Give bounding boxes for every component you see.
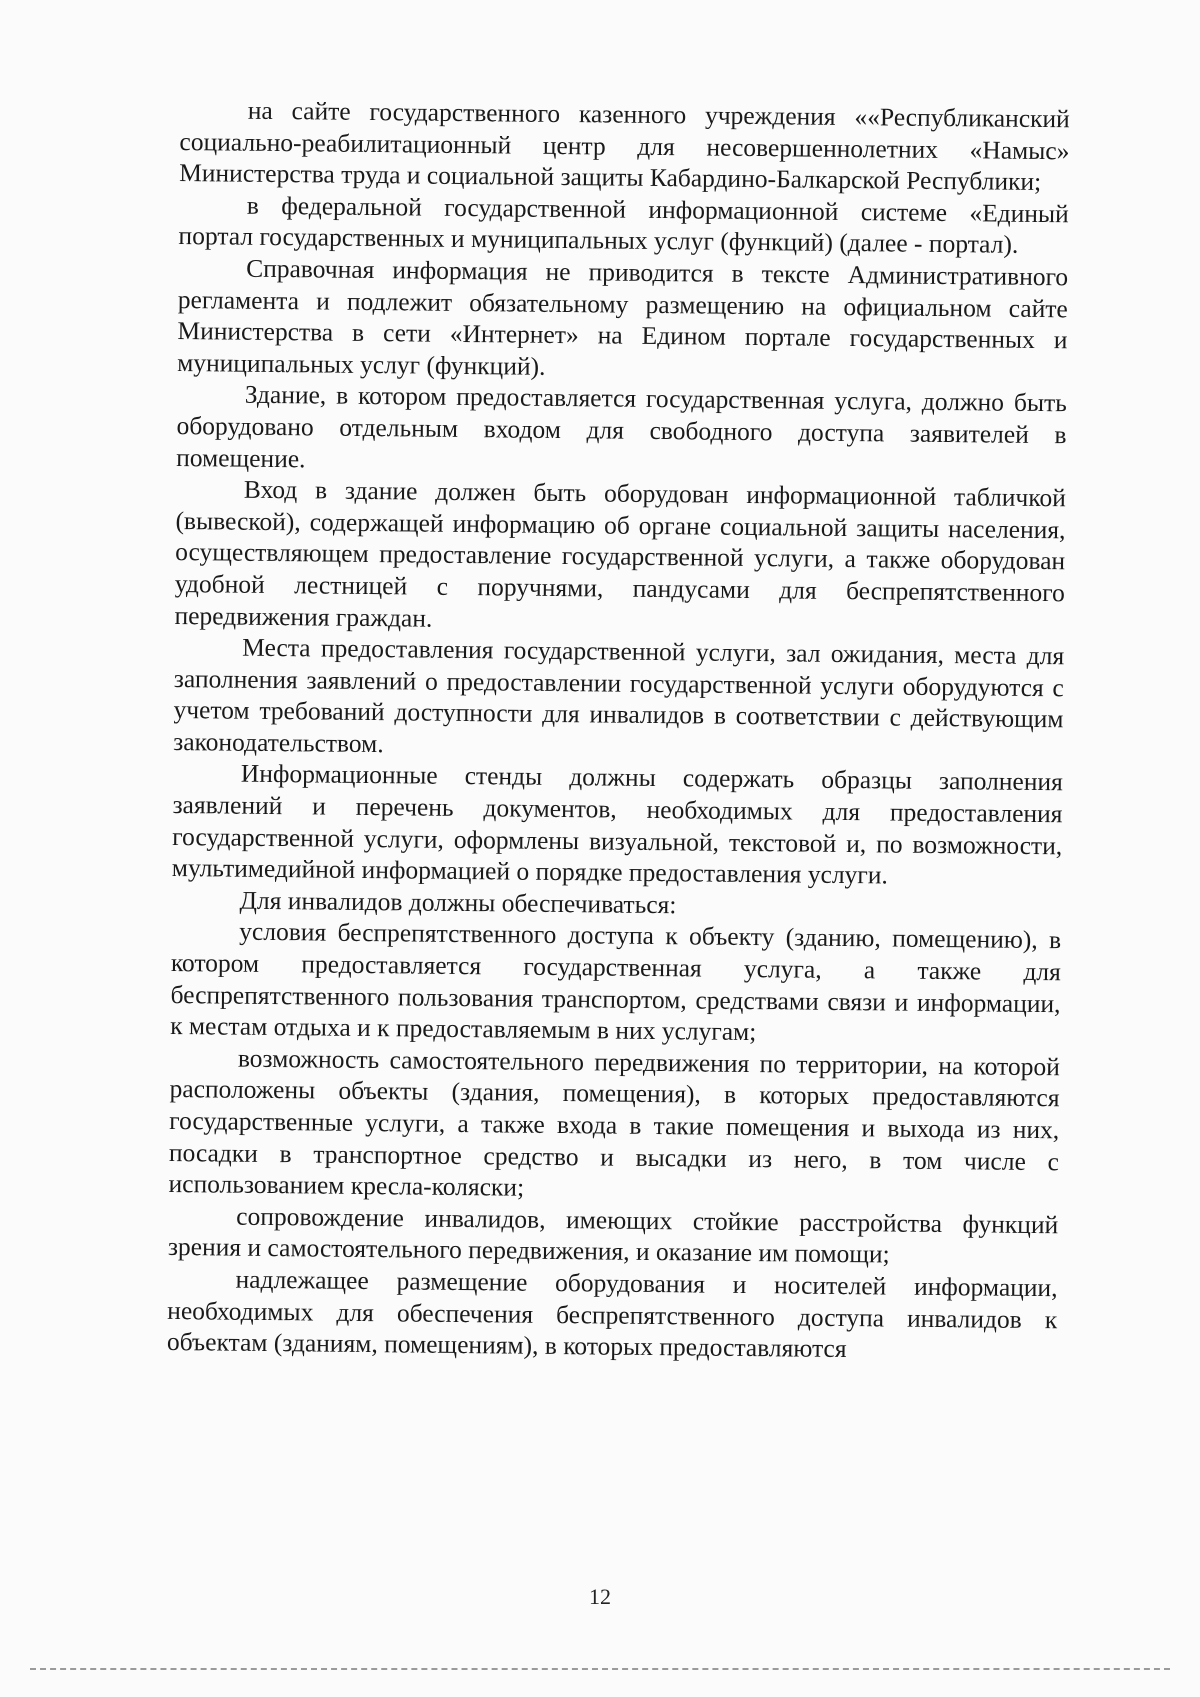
- paragraph-independent-movement: возможность самостоятельного передвижения по территории, на которой расположены объекты (здания, помещения), в которых предоставляются государственные услуги, а также входа в такие помещения и выхода из них, посадки в транспортное средство и высадки из него, в том числе с использованием кресла-коляски;: [168, 1043, 1061, 1202]
- paragraph-service-places: Места предоставления государственной услуги, зал ожидания, места для заполнения заявлений о предоставлении государственной услуги оборудуются с учетом требований доступности для инвалидов в соответствии с действующим законодательством.: [173, 632, 1065, 759]
- paragraph-building-entrance: Здание, в котором предоставляется государственная услуга, должно быть оборудовано отдельным входом для свободного доступа заявителей в помещение.: [176, 380, 1067, 473]
- scan-edge-divider: [30, 1668, 1170, 1670]
- body-text: [167, 94, 1070, 1367]
- page-number: 12: [589, 1584, 611, 1609]
- paragraph-equipment-placement: надлежащее размещение оборудования и носителей информации, необходимых для обеспечения беспрепятственного доступа инвалидов к объектам (зданиям, помещениям), в которых предоставляются: [166, 1264, 1058, 1364]
- paragraph-disabled-provisions: Для инвалидов должны обеспечиваться:: [239, 885, 677, 920]
- paragraph-entrance-signage: Вход в здание должен быть оборудован информационной табличкой (вывеской), содержащей информацию об органе социальной защиты населения, осуществляющем предоставление государственной услуги, а также оборудован удобной лестницей с поручнями, пандусами для беспрепятственного передвижения граждан.: [174, 474, 1066, 633]
- paragraph-reference-info: Справочная информация не приводится в тексте Административного регламента и подлежит обязательному размещению на официальном сайте Министерства в сети «Интернет» на Едином портале государственных и муниципальных услуг (функций).: [177, 253, 1069, 381]
- paragraph-federal-portal: в федеральной государственной информационной системе «Единый портал государственных и муниципальных услуг (функций) (далее - портал).: [178, 190, 1069, 260]
- paragraph-info-stands: Информационные стенды должны содержать образцы заполнения заявлений и перечень документов, необходимых для предоставления государственной услуги, оформлены визуальной, текстовой и, по возможности, мультимедийной информацией о порядке предоставления услуги.: [171, 759, 1063, 890]
- paragraph-portal-sites: на сайте государственного казенного учреждения ««Республиканский социально-реабилитационный центр для несовершеннолетних «Намыс» Министерства труда и социальной защиты Кабардино-Балкарской Республики;: [179, 95, 1070, 197]
- paragraph-access-conditions: условия беспрепятственного доступа к объекту (зданию, помещению), в котором предоставляется государственная услуга, а также для беспрепятственного пользования транспортом, средствами связи и информации, к местам отдыха и к предоставляемым в них услугам;: [170, 917, 1062, 1047]
- paragraph-escort-assistance: сопровождение инвалидов, имеющих стойкие расстройства функций зрения и самостоятельного передвижения, и оказание им помощи;: [167, 1201, 1059, 1269]
